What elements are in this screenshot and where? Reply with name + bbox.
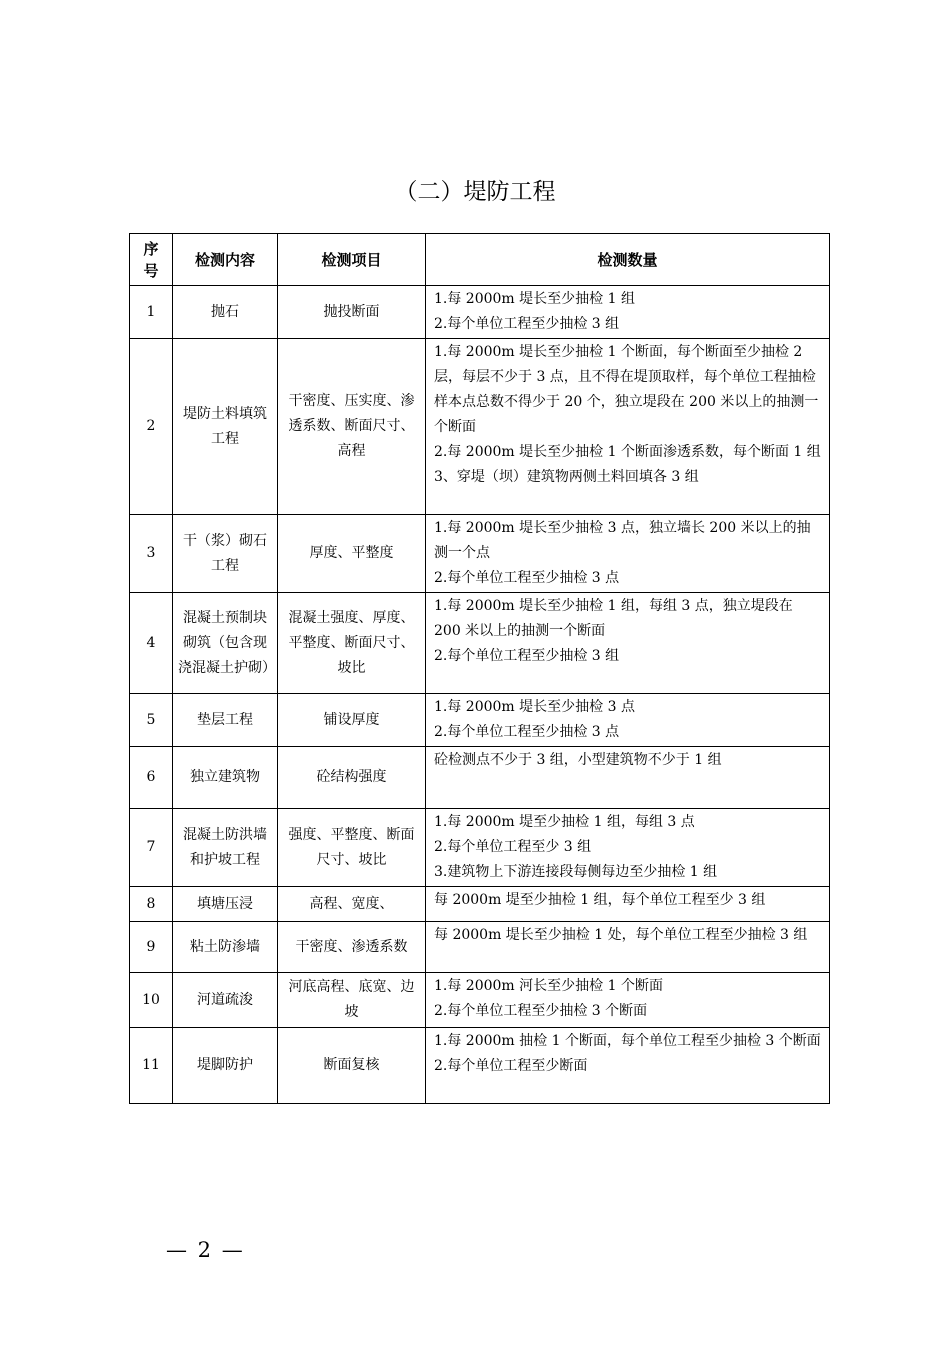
row-content: 堤脚防护 (173, 1028, 278, 1104)
row-quantity (426, 809, 830, 887)
row-item: 河底高程、底宽、边坡 (278, 973, 426, 1028)
row-quantity (426, 286, 830, 339)
page-number: — 2 — (166, 1238, 245, 1262)
row-quantity (426, 747, 830, 809)
row-item: 抛投断面 (278, 286, 426, 339)
table-row (130, 973, 830, 1028)
quantity-line: 每 2000m 堤长至少抽检 1 处，每个单位工程至少抽检 3 组 (434, 927, 808, 943)
row-content: 抛石 (173, 286, 278, 339)
row-content: 垫层工程 (173, 694, 278, 747)
row-quantity (426, 1028, 830, 1104)
row-content: 河道疏浚 (173, 973, 278, 1028)
table-row (130, 593, 830, 694)
quantity-line: 砼检测点不少于 3 组，小型建筑物不少于 1 组 (434, 752, 722, 768)
table-row (130, 339, 830, 515)
row-content: 填塘压浸 (173, 887, 278, 922)
quantity-line: 1.每 2000m 堤长至少抽检 3 点，独立墙长 200 米以上的抽测一个点 (434, 520, 811, 561)
quantity-line: 2.每个单位工程至少断面 (434, 1058, 588, 1074)
row-number: 10 (130, 973, 173, 1028)
table-row (130, 887, 830, 922)
row-number: 1 (130, 286, 173, 339)
row-item: 干密度、渗透系数 (278, 922, 426, 973)
table-body (130, 286, 830, 1104)
header-quantity: 检测数量 (426, 234, 830, 286)
row-quantity (426, 694, 830, 747)
row-item: 强度、平整度、断面尺寸、坡比 (278, 809, 426, 887)
row-content: 堤防土料填筑工程 (173, 339, 278, 515)
row-content: 混凝土防洪墙和护坡工程 (173, 809, 278, 887)
row-quantity (426, 515, 830, 593)
row-number: 6 (130, 747, 173, 809)
table-row (130, 922, 830, 973)
quantity-line: 2.每个单位工程至少抽检 3 组 (434, 648, 620, 664)
row-item: 断面复核 (278, 1028, 426, 1104)
page-title: （二）堤防工程 (394, 179, 556, 205)
row-item: 厚度、平整度 (278, 515, 426, 593)
row-number: 7 (130, 809, 173, 887)
row-quantity (426, 339, 830, 515)
row-number: 11 (130, 1028, 173, 1104)
table-row (130, 694, 830, 747)
quantity-line: 2.每个单位工程至少抽检 3 个断面 (434, 1003, 648, 1019)
header-content: 检测内容 (173, 234, 278, 286)
row-item: 混凝土强度、厚度、平整度、断面尺寸、坡比 (278, 593, 426, 694)
quantity-line: 3、穿堤（坝）建筑物两侧土料回填各 3 组 (434, 469, 699, 485)
row-content: 混凝土预制块砌筑（包含现浇混凝土护砌） (173, 593, 278, 694)
row-item: 铺设厚度 (278, 694, 426, 747)
quantity-line: 2.每个单位工程至少抽检 3 点 (434, 724, 620, 740)
quantity-line: 1.每 2000m 堤长至少抽检 1 个断面，每个断面至少抽检 2 层，每层不少于 3 点，且不得在堤顶取样，每个单位工程抽检样本点总数不得少于 20 个，独立堤段在 200 米以上的抽测一个断面 (434, 344, 819, 435)
row-content: 干（浆）砌石工程 (173, 515, 278, 593)
row-number: 3 (130, 515, 173, 593)
header-number: 序号 (130, 234, 173, 286)
row-number: 5 (130, 694, 173, 747)
table-row (130, 515, 830, 593)
header-item: 检测项目 (278, 234, 426, 286)
row-quantity (426, 887, 830, 922)
row-item: 高程、宽度、 (278, 887, 426, 922)
quantity-line: 1.每 2000m 堤长至少抽检 1 组，每组 3 点，独立堤段在 200 米以上的抽测一个断面 (434, 598, 793, 639)
row-quantity (426, 973, 830, 1028)
quantity-line: 2.每个单位工程至少 3 组 (434, 839, 592, 855)
quantity-line: 1.每 2000m 堤长至少抽检 3 点 (434, 699, 635, 715)
row-item: 干密度、压实度、渗透系数、断面尺寸、高程 (278, 339, 426, 515)
row-content: 独立建筑物 (173, 747, 278, 809)
inspection-table (129, 233, 830, 1104)
quantity-line: 2.每个单位工程至少抽检 3 组 (434, 316, 620, 332)
quantity-line: 1.每 2000m 河长至少抽检 1 个断面 (434, 978, 663, 994)
quantity-line: 1.每 2000m 抽检 1 个断面，每个单位工程至少抽检 3 个断面 (434, 1033, 821, 1049)
row-number: 8 (130, 887, 173, 922)
quantity-line: 2.每 2000m 堤长至少抽检 1 个断面渗透系数，每个断面 1 组 (434, 444, 821, 460)
quantity-line: 1.每 2000m 堤至少抽检 1 组，每组 3 点 (434, 814, 695, 830)
row-quantity (426, 922, 830, 973)
quantity-line: 1.每 2000m 堤长至少抽检 1 组 (434, 291, 635, 307)
table-row (130, 1028, 830, 1104)
row-content: 粘土防渗墙 (173, 922, 278, 973)
row-number: 4 (130, 593, 173, 694)
table-row (130, 286, 830, 339)
row-number: 9 (130, 922, 173, 973)
row-number: 2 (130, 339, 173, 515)
table-row (130, 809, 830, 887)
table-header-row (130, 234, 830, 286)
table-row (130, 747, 830, 809)
quantity-line: 每 2000m 堤至少抽检 1 组，每个单位工程至少 3 组 (434, 892, 766, 908)
row-item: 砼结构强度 (278, 747, 426, 809)
row-quantity (426, 593, 830, 694)
quantity-line: 2.每个单位工程至少抽检 3 点 (434, 570, 620, 586)
quantity-line: 3.建筑物上下游连接段每侧每边至少抽检 1 组 (434, 864, 718, 880)
